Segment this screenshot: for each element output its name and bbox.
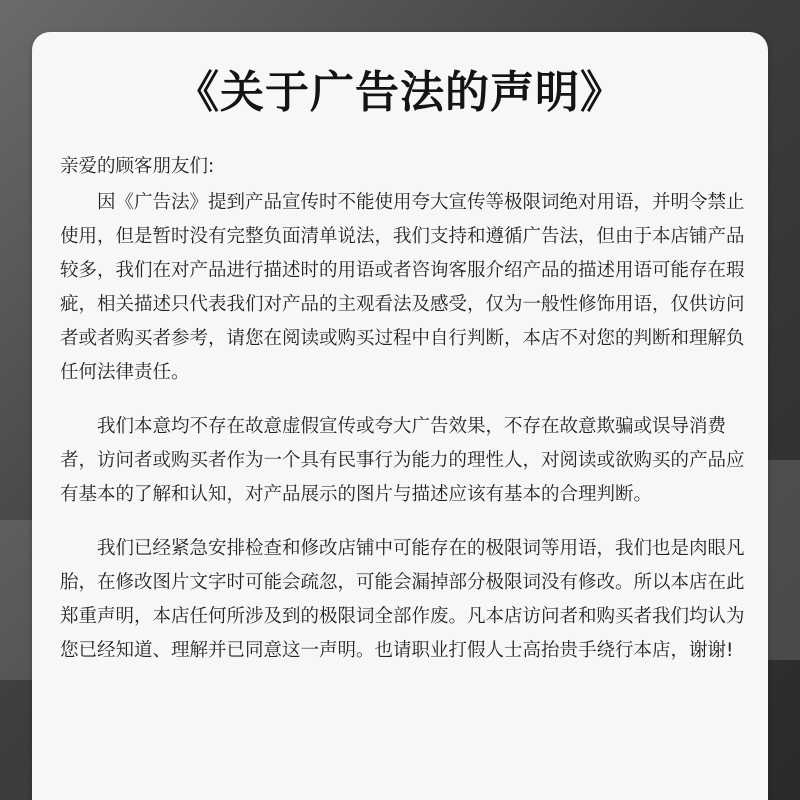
paragraph-3: 我们已经紧急安排检查和修改店铺中可能存在的极限词等用语，我们也是肉眼凡胎，在修改图片文字时可能会疏忽，可能会漏掉部分极限词没有修改。所以本店在此郑重声明，本店任何所涉及到的极限词全部作废。凡本店访问者和购买者我们均认为您已经知道、理解并已同意这一声明。也请职业打假人士高抬贵手绕行本店，谢谢! [60, 538, 745, 661]
paragraph-2: 我们本意均不存在故意虚假宣传或夸大广告效果，不存在故意欺骗或误导消费者，访问者或购买者作为一个具有民事行为能力的理性人，对阅读或欲购买的产品应有基本的了解和认知，对产品展示的图片与描述应该有基本的合理判断。 [60, 416, 745, 505]
greeting: 亲爱的顾客朋友们: [60, 156, 215, 177]
page-title: 《关于广告法的声明》 [175, 67, 625, 118]
statement-card [32, 32, 768, 800]
statement-body [60, 150, 746, 668]
paragraph-1: 因《广告法》提到产品宣传时不能使用夸大宣传等极限词绝对用语，并明令禁止使用，但是暂时没有完整负面清单说法，我们支持和遵循广告法，但由于本店铺产品较多，我们在对产品进行描述时的用语或者咨询客服介绍产品的描述用语可能存在瑕疵，相关描述只代表我们对产品的主观看法及感受，仅为一般性修饰用语，仅供访问者或者购买者参考，请您在阅读或购买过程中自行判断，本店不对您的判断和理解负任何法律责任。 [60, 192, 745, 383]
